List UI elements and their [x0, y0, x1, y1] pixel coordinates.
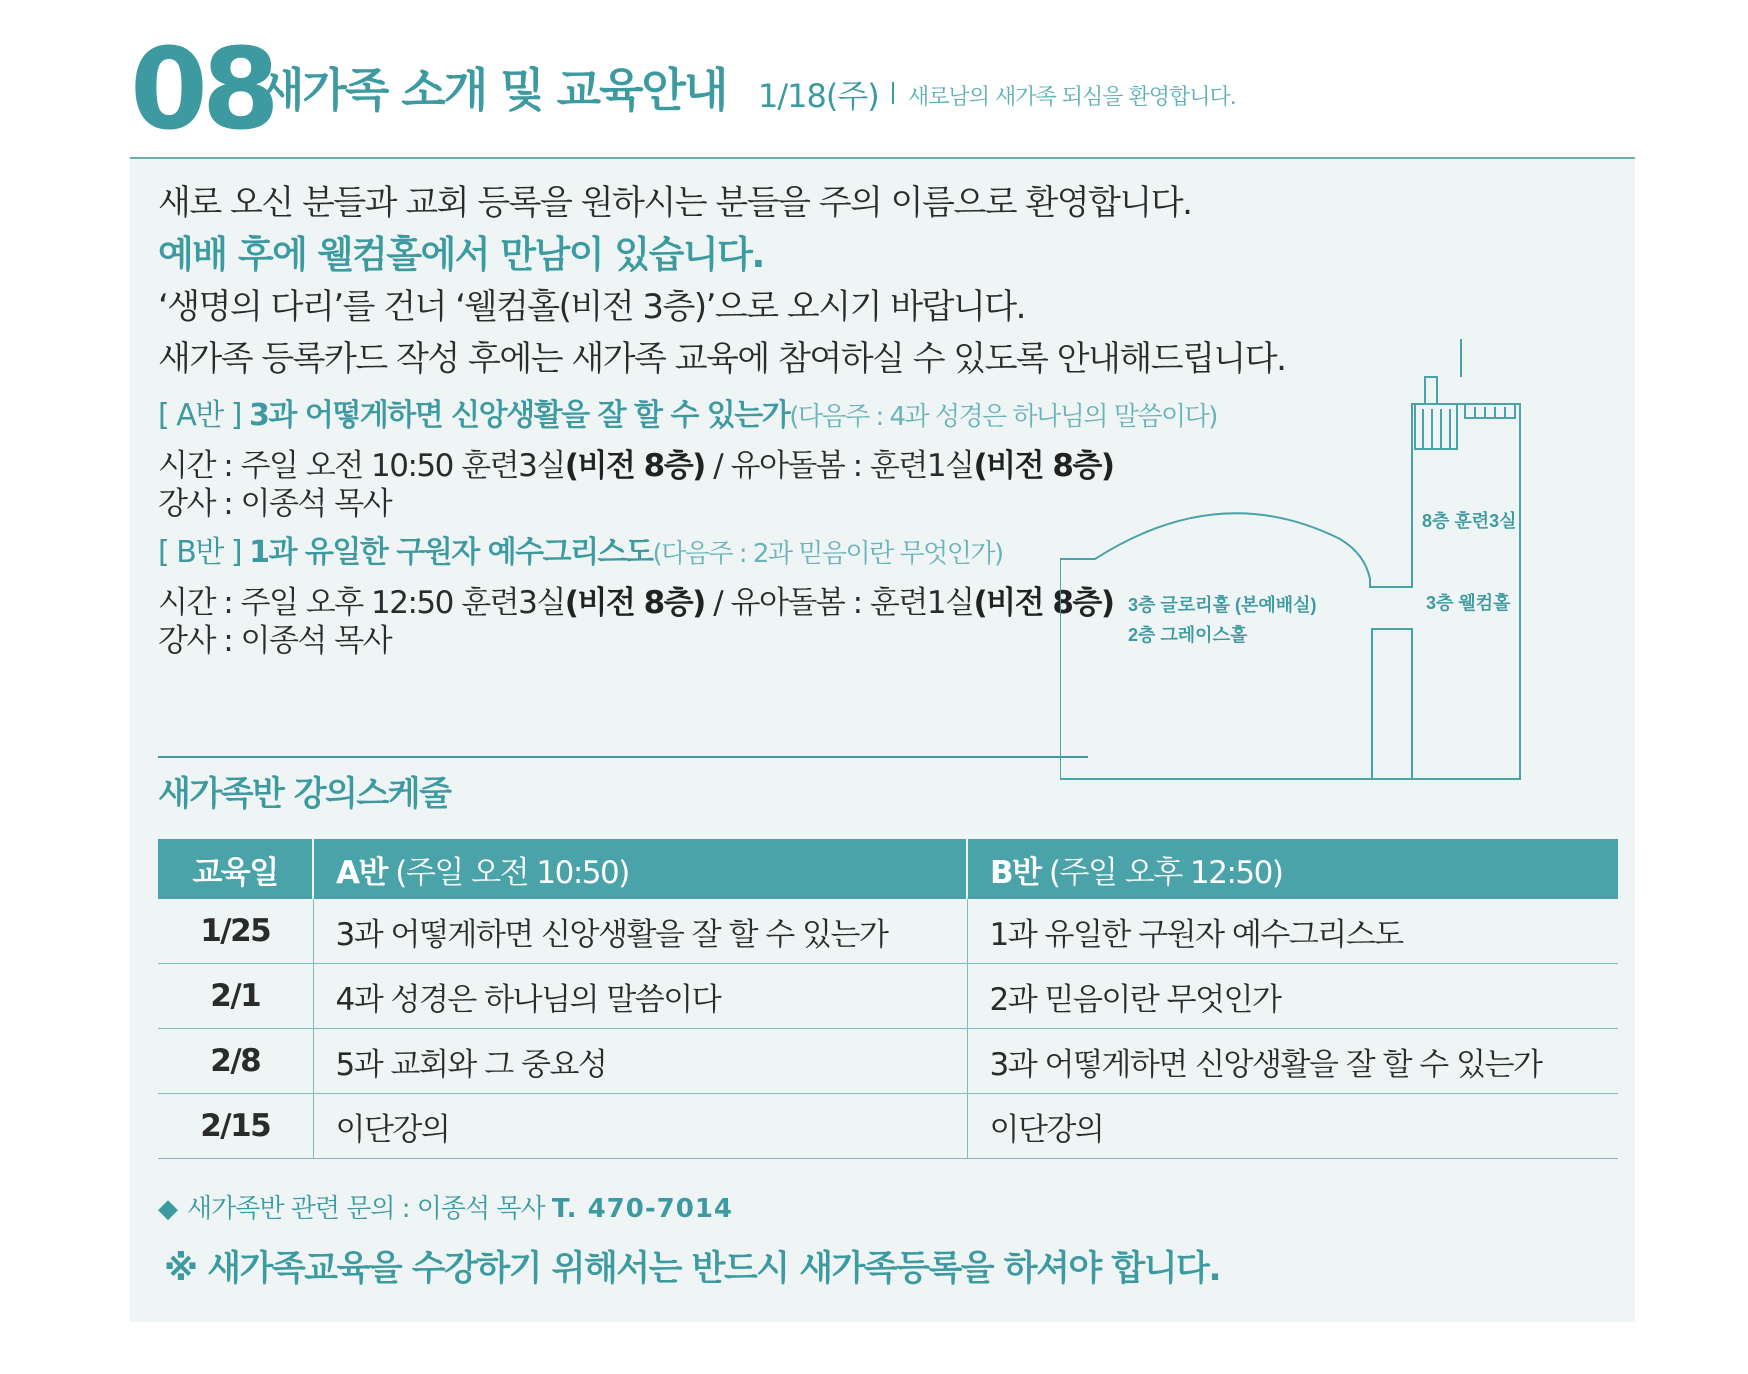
class-b-care-room: (비전 8층) — [973, 585, 1114, 621]
table-row — [158, 964, 1618, 1029]
class-b-time-text: 시간 : 주일 오후 12:50 훈련3실 — [158, 585, 565, 621]
class-b-heading — [158, 533, 1003, 574]
row-b-lesson: 2과 믿음이란 무엇인가 — [967, 964, 1618, 1029]
intro-line-1: 새로 오신 분들과 교회 등록을 원하시는 분들을 주의 이름으로 환영합니다. — [158, 183, 1192, 223]
section-date: 1/18(주) — [758, 77, 879, 115]
section-welcome-text: 새로남의 새가족 되심을 환영합니다. — [908, 85, 1236, 110]
intro-emphasis: 예배 후에 웰컴홀에서 만남이 있습니다. — [158, 233, 764, 276]
class-a-care-text: / 유아돌봄 : 훈련1실 — [704, 448, 974, 484]
class-a-time-text: 시간 : 주일 오전 10:50 훈련3실 — [158, 448, 565, 484]
row-b-lesson: 이단강의 — [967, 1094, 1618, 1159]
table-row — [158, 899, 1618, 964]
class-a-care-room: (비전 8층) — [973, 448, 1114, 484]
class-b-care-text: / 유아돌봄 : 훈련1실 — [704, 585, 974, 621]
label-3f-glory: 3층 글로리홀 (본예배실) — [1128, 595, 1317, 615]
schedule-title: 새가족반 강의스케줄 — [158, 774, 451, 814]
header-b-class-time: (주일 오후 12:50) — [1040, 854, 1283, 891]
row-b-lesson: 1과 유일한 구원자 예수그리스도 — [967, 899, 1618, 964]
header-b-class-label: B반 — [990, 854, 1041, 891]
contact-label: 새가족반 관련 문의 : 이종석 목사 — [187, 1194, 552, 1224]
header-b-class — [967, 839, 1618, 899]
class-b-time — [158, 583, 1114, 623]
tower-pillars-right — [1465, 404, 1515, 418]
schedule-table — [158, 839, 1618, 1159]
header-a-class-time: (주일 오전 10:50) — [386, 854, 629, 891]
section-divider — [158, 756, 1088, 758]
diamond-bullet-icon: ◆ — [158, 1194, 177, 1224]
class-a-heading — [158, 396, 1217, 437]
class-b-next: (다음주 : 2과 믿음이란 무엇인가) — [652, 539, 1003, 569]
class-a-time — [158, 446, 1114, 486]
class-a-teacher: 강사 : 이종석 목사 — [158, 486, 392, 522]
intro-line-3: 새가족 등록카드 작성 후에는 새가족 교육에 참여하실 수 있도록 안내해드립니다. — [158, 339, 1286, 379]
section-number: 08 — [130, 25, 274, 155]
contact-phone: T. 470-7014 — [551, 1194, 734, 1224]
row-day: 2/8 — [158, 1029, 313, 1094]
row-b-lesson: 3과 어떻게하면 신앙생활을 잘 할 수 있는가 — [967, 1029, 1618, 1094]
table-row — [158, 1094, 1618, 1159]
row-a-lesson: 4과 성경은 하나님의 말씀이다 — [313, 964, 967, 1029]
row-day: 2/1 — [158, 964, 313, 1029]
class-a-next: (다음주 : 4과 성경은 하나님의 말씀이다) — [789, 402, 1217, 432]
class-b-lesson: 1과 유일한 구원자 예수그리스도 — [249, 535, 653, 570]
row-day: 1/25 — [158, 899, 313, 964]
row-a-lesson: 이단강의 — [313, 1094, 967, 1159]
label-8f: 8층 훈련3실 — [1422, 511, 1517, 531]
intro-line-2: ‘생명의 다리’를 건너 ‘웰컴홀(비전 3층)’으로 오시기 바랍니다. — [158, 287, 1025, 327]
section-title: 새가족 소개 및 교육안내 — [260, 63, 727, 117]
section-header — [130, 25, 1630, 155]
row-a-lesson: 5과 교회와 그 중요성 — [313, 1029, 967, 1094]
class-b-teacher: 강사 : 이종석 목사 — [158, 623, 392, 659]
header-a-class — [313, 839, 967, 899]
schedule-header-row — [158, 839, 1618, 899]
row-a-lesson: 3과 어떻게하면 신앙생활을 잘 할 수 있는가 — [313, 899, 967, 964]
class-b-label: [ B반 ] — [158, 535, 242, 570]
row-day: 2/15 — [158, 1094, 313, 1159]
content-panel — [130, 157, 1635, 1322]
table-row — [158, 1029, 1618, 1094]
class-a-label: [ A반 ] — [158, 398, 241, 433]
church-building-illustration — [1060, 339, 1620, 799]
class-b-time-room: (비전 8층) — [564, 585, 705, 621]
contact-info — [158, 1189, 733, 1229]
label-3f-welcome: 3층 웰컴홀 — [1426, 593, 1511, 613]
registration-notice: ※ 새가족교육을 수강하기 위해서는 반드시 새가족등록을 하셔야 합니다. — [164, 1249, 1221, 1289]
header-separator — [892, 82, 894, 104]
label-2f-grace: 2층 그레이스홀 — [1128, 625, 1248, 645]
class-a-time-room: (비전 8층) — [564, 448, 705, 484]
header-a-class-label: A반 — [336, 854, 387, 891]
class-a-lesson: 3과 어떻게하면 신앙생활을 잘 할 수 있는가 — [249, 398, 790, 433]
header-day: 교육일 — [158, 839, 313, 899]
